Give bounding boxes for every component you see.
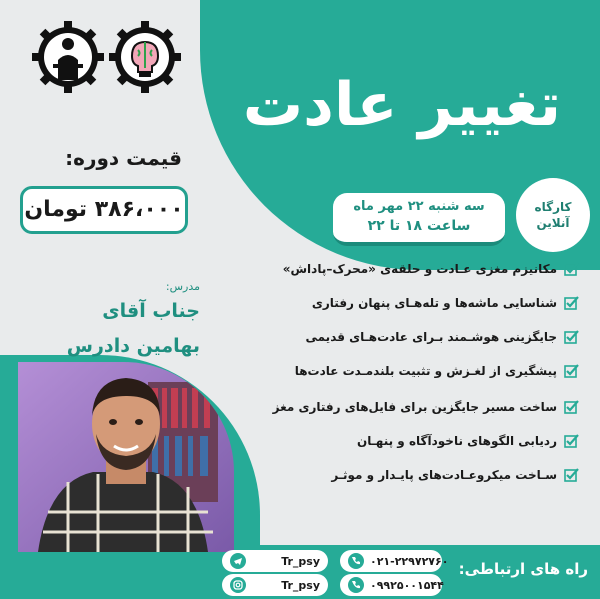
topic-text: پیشگیری از لغـزش و تثبیت بلندمـدت عادت‌ها [294,364,557,378]
topic-text: ساخت مسیر جایگزین برای فایل‌های رفتاری مغز [272,400,557,414]
price-value: ۳۸۶،۰۰۰ تومان [20,186,188,234]
checkbox-icon [564,399,580,415]
list-item [230,258,580,280]
phone-icon [348,553,364,569]
page-title: تغییر عادت [242,70,562,140]
list-item [230,430,580,452]
list-item [230,292,580,314]
instagram-contact[interactable] [222,574,328,596]
checkbox-icon [564,295,580,311]
instagram-icon [230,577,246,593]
checkbox-icon [564,467,580,483]
phone-contact-1[interactable] [340,550,449,572]
topic-text: شناسایی ماشه‌ها و تله‌هـای پنهان رفتاری [311,296,557,310]
brain-gear-logo [108,20,182,94]
teacher-name: بهامین دادرس [66,335,200,357]
instagram-id: Tr_psy [281,578,320,592]
list-item [230,360,580,382]
topics-list [230,258,580,498]
workshop-badge-line1: کارگاه [534,200,572,214]
telegram-id: Tr_psy [281,554,320,568]
telegram-icon [230,553,246,569]
phone-contact-2[interactable] [340,574,442,596]
contacts-label: راه های ارتباطی: [458,560,588,578]
topic-text: سـاخت میکروعـادت‌های پایـدار و موثـر [331,468,557,482]
checkbox-icon [564,363,580,379]
topic-text: مکانیزم مغزی عـادت و حلقه‌ی «محرک–پاداش» [282,262,557,276]
phone-number-1: ۰۲۱-۲۲۹۷۲۷۶۰ [370,554,449,568]
phone-number-2: ۰۹۹۲۵۰۰۱۵۴۴ [370,578,444,592]
teacher-label: مدرس: [165,280,200,293]
checkbox-icon [564,261,580,277]
schedule-time: ساعت ۱۸ تا ۲۲ [367,218,471,234]
topic-text: ردیابی الگوهای ناخودآگاه و پنهـان [356,434,557,448]
price-label: قیمت دوره: [65,146,182,170]
checkbox-icon [564,329,580,345]
workshop-badge-line2: آنلاین [536,216,570,230]
checkbox-icon [564,433,580,449]
teacher-title: جناب آقای [102,300,200,322]
telegram-contact[interactable] [222,550,328,572]
list-item [230,326,580,348]
topic-text: جایگزینی هوشـمند بـرای عادت‌هـای قدیمی [305,330,557,344]
list-item [230,396,580,418]
mobile-icon [348,577,364,593]
list-item [230,464,580,486]
schedule-date: سه شنبه ۲۲ مهر ماه [353,199,485,214]
schedule-box [333,193,505,246]
workshop-badge [516,178,590,252]
speaker-gear-logo [31,20,105,94]
